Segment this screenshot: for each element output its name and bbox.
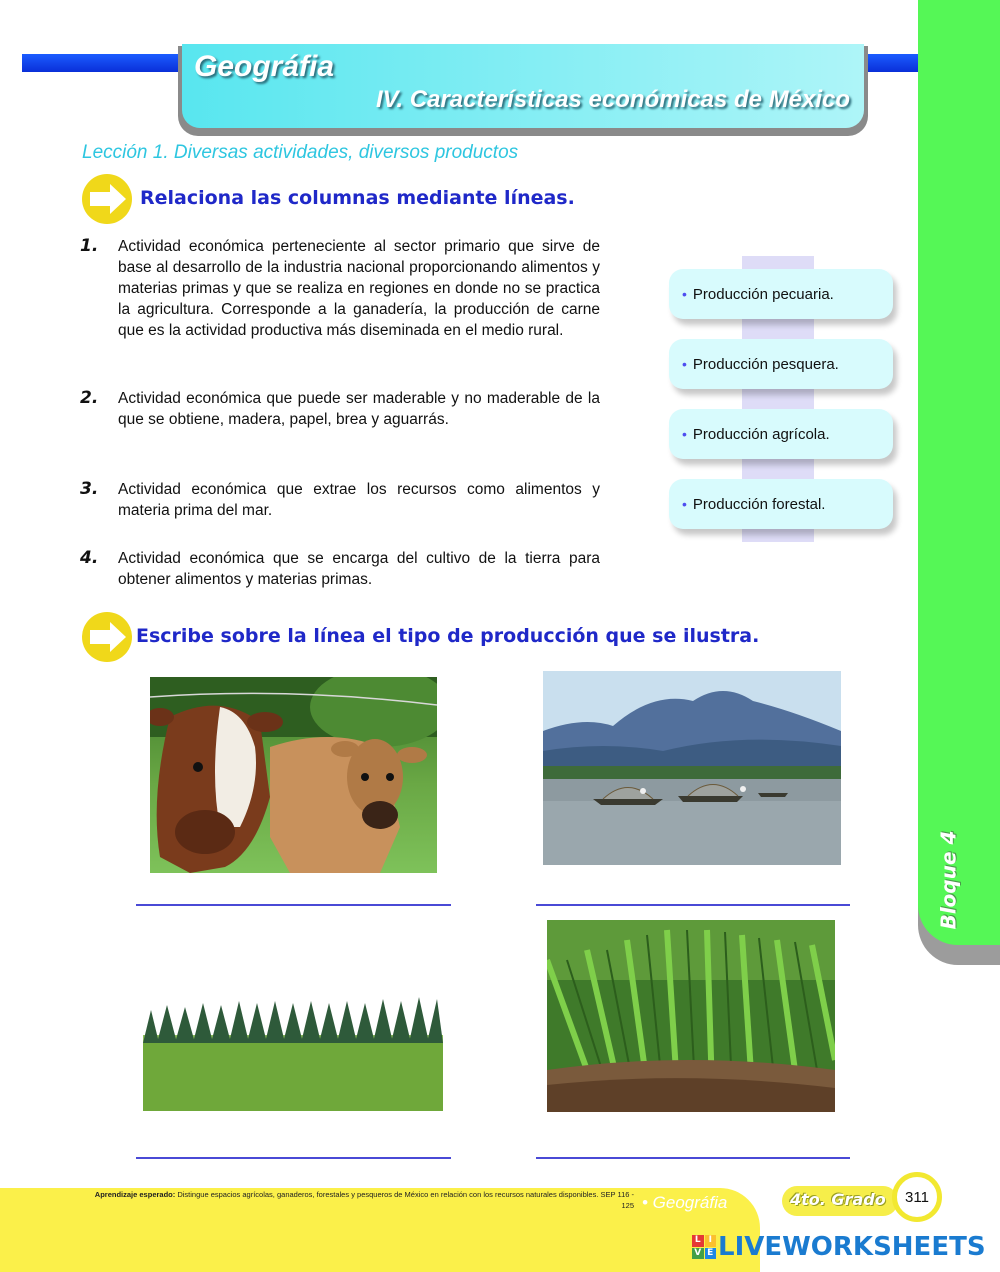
fishing-image [543,671,841,865]
item-text: Actividad económica que puede ser maderable y no maderable de la que se obtiene, madera, papel, brea y aguarrás. [118,390,600,428]
arrow-icon [82,612,132,662]
option-forestal[interactable] [669,479,893,529]
bloque-tab [918,830,978,930]
footer-label: Aprendizaje esperado: [94,1190,176,1199]
cropfield-image [547,920,835,1112]
arrow-icon [82,174,132,224]
bullet-icon: • [682,286,687,302]
option-label: Producción agrícola. [692,425,830,443]
footer-learning [82,1189,634,1211]
list-item [80,236,600,341]
footer-description: Distingue espacios agrícolas, ganaderos, forestales y pesqueros de México en relación con los recursos naturales disponibles. SEP 116 - 125 [177,1190,634,1210]
brand-name: LIVEWORKSHEETS [718,1232,986,1262]
answer-line[interactable] [136,1157,451,1159]
grade-label: 4to. Grado [790,1190,886,1209]
answer-line[interactable] [536,1157,850,1159]
list-item [80,548,600,590]
item-text: Actividad económica que extrae los recursos como alimentos y materia prima del mar. [118,481,600,519]
liveworksheets-brand[interactable] [692,1232,986,1262]
instruction-match: Relaciona las columnas mediante líneas. [140,187,575,209]
logo-letter: E [705,1248,717,1260]
subject-title: Geográfia [194,50,335,83]
item-number: 3. [80,479,99,499]
bloque-label: Bloque 4 [936,830,960,930]
bullet-icon: • [682,426,687,442]
item-number: 4. [80,548,99,568]
list-item [80,479,600,521]
item-number: 1. [80,236,99,256]
footer-subject: • Geográfia [642,1193,728,1212]
option-pecuaria[interactable] [669,269,893,319]
option-label: Producción pesquera. [692,355,839,373]
unit-title: IV. Características económicas de México [375,86,850,113]
liveworksheets-logo-icon [692,1235,716,1259]
logo-letter: L [692,1235,704,1247]
list-item [80,388,600,430]
lesson-title: Lección 1. Diversas actividades, diversos productos [82,142,519,163]
logo-letter: V [692,1248,704,1260]
page-number [892,1172,942,1222]
item-text: Actividad económica perteneciente al sector primario que sirve de base al desarrollo de la industria nacional proporcionando alimentos y materias primas y que se realiza en regiones en donde no se practica la agricultura. Corresponde a la ganadería, la producción de carne que es la actividad productiva más diseminada en el medio rural. [118,238,600,339]
logo-letter: I [705,1235,717,1247]
side-band [918,0,1000,945]
answer-line[interactable] [536,904,850,906]
option-pesquera[interactable] [669,339,893,389]
forest-image [143,955,443,1111]
option-label: Producción forestal. [692,495,826,513]
bullet-icon: • [682,356,687,372]
instruction-write: Escribe sobre la línea el tipo de producción que se ilustra. [136,625,760,647]
item-text: Actividad económica que se encarga del cultivo de la tierra para obtener alimentos y materias primas. [118,550,600,588]
option-label: Producción pecuaria. [692,285,834,303]
cows-image [150,677,437,873]
item-number: 2. [80,388,99,408]
answer-line[interactable] [136,904,451,906]
bullet-icon: • [682,496,687,512]
page-number-text: 311 [905,1188,929,1206]
option-agricola[interactable] [669,409,893,459]
